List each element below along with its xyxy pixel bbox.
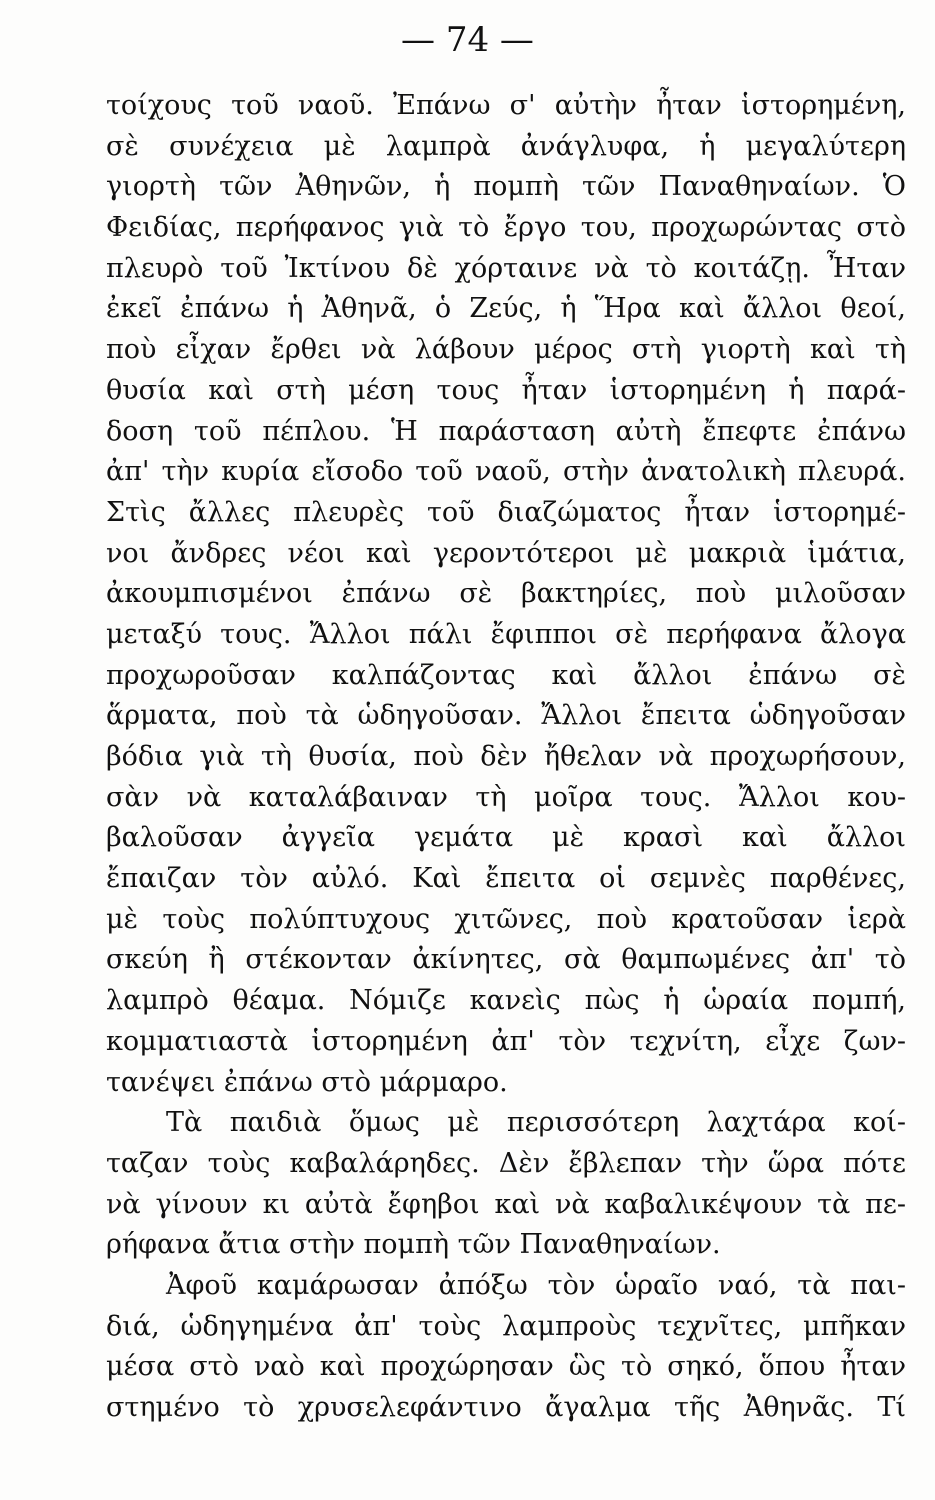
text-line: κομματιαστὰ ἱστορημένη ἀπ' τὸν τεχνίτη, εἶχε ζων-	[106, 1025, 906, 1057]
text-line: νὰ γίνουν κι αὐτὰ ἔφηβοι καὶ νὰ καβαλικέψουν τὰ πε-	[106, 1188, 906, 1220]
text-line: σὲ συνέχεια μὲ λαμπρὰ ἀνάγλυφα, ἡ μεγαλύτερη	[106, 130, 906, 162]
text-line: σκεύη ἢ στέκονταν ἀκίνητες, σὰ θαμπωμένες ἀπ' τὸ	[106, 944, 906, 976]
text-line: ποὺ εἶχαν ἔρθει νὰ λάβουν μέρος στὴ γιορτὴ καὶ τὴ	[106, 334, 906, 366]
text-line: μέσα στὸ ναὸ καὶ προχώρησαν ὣς τὸ σηκό, ὅπου ἦταν	[106, 1351, 906, 1383]
text-line: πλευρὸ τοῦ Ἰκτίνου δὲ χόρταινε νὰ τὸ κοιτάζῃ. Ἦταν	[106, 252, 906, 284]
text-line: ρήφανα ἄτια στὴν πομπὴ τῶν Παναθηναίων.	[106, 1229, 721, 1261]
text-line: βόδια γιὰ τὴ θυσία, ποὺ δὲν ἤθελαν νὰ προχωρήσουν,	[106, 741, 906, 772]
text-line: μεταξύ τους. Ἄλλοι πάλι ἔφιπποι σὲ περήφανα ἄλογα	[106, 618, 906, 650]
text-line: ἀκουμπισμένοι ἐπάνω σὲ βακτηρίες, ποὺ μιλοῦσαν	[106, 578, 906, 610]
body-text	[106, 86, 906, 1429]
text-line: ἅρματα, ποὺ τὰ ὡδηγοῦσαν. Ἄλλοι ἔπειτα ὡδηγοῦσαν	[106, 700, 906, 732]
text-line: γιορτὴ τῶν Ἀθηνῶν, ἡ πομπὴ τῶν Παναθηναίων. Ὁ	[106, 171, 906, 203]
page-number: — 74 —	[401, 20, 534, 60]
text-line: Στὶς ἄλλες πλευρὲς τοῦ διαζώματος ἦταν ἱστορημέ-	[106, 496, 906, 528]
text-line: στημένο τὸ χρυσελεφάντινο ἄγαλμα τῆς Ἀθηνᾶς. Τί	[106, 1392, 906, 1423]
text-line: λαμπρὸ θέαμα. Νόμιζε κανεὶς πὼς ἡ ὡραία πομπή,	[106, 985, 906, 1017]
text-line: θυσία καὶ στὴ μέση τους ἦταν ἱστορημένη ἡ παρά-	[106, 374, 906, 406]
text-line: μὲ τοὺς πολύπτυχους χιτῶνες, ποὺ κρατοῦσαν ἱερὰ	[106, 903, 906, 935]
text-line: Τὰ παιδιὰ ὅμως μὲ περισσότερη λαχτάρα κοί-	[166, 1107, 906, 1139]
text-line: σὰν νὰ καταλάβαιναν τὴ μοῖρα τους. Ἄλλοι κου-	[106, 781, 906, 813]
text-line: ἀπ' τὴν κυρία εἴσοδο τοῦ ναοῦ, στὴν ἀνατολικὴ πλευρά.	[106, 456, 906, 488]
text-line: προχωροῦσαν καλπάζοντας καὶ ἄλλοι ἐπάνω σὲ	[106, 659, 906, 691]
text-line: νοι ἄνδρες νέοι καὶ γεροντότεροι μὲ μακριὰ ἱμάτια,	[106, 537, 906, 569]
text-line: ἔπαιζαν τὸν αὐλό. Καὶ ἔπειτα οἱ σεμνὲς παρθένες,	[106, 863, 906, 895]
text-line: δοση τοῦ πέπλου. Ἡ παράσταση αὐτὴ ἔπεφτε ἐπάνω	[106, 415, 906, 447]
text-line: τοίχους τοῦ ναοῦ. Ἐπάνω σ' αὐτὴν ἦταν ἱστορημένη,	[106, 90, 906, 121]
text-line: βαλοῦσαν ἀγγεῖα γεμάτα μὲ κρασὶ καὶ ἄλλοι	[106, 822, 906, 854]
text-line: ἐκεῖ ἐπάνω ἡ Ἀθηνᾶ, ὁ Ζεύς, ἡ Ἥρα καὶ ἄλλοι θεοί,	[106, 293, 906, 325]
text-line: διά, ὡδηγημένα ἀπ' τοὺς λαμπροὺς τεχνῖτες, μπῆκαν	[106, 1310, 906, 1342]
text-line: ταζαν τοὺς καβαλάρηδες. Δὲν ἔβλεπαν τὴν ὥρα πότε	[106, 1147, 906, 1179]
text-line: Ἀφοῦ καμάρωσαν ἀπόξω τὸν ὡραῖο ναό, τὰ παι-	[166, 1269, 906, 1301]
text-line: τανέψει ἐπάνω στὸ μάρμαρο.	[106, 1066, 508, 1098]
text-line: Φειδίας, περήφανος γιὰ τὸ ἔργο του, προχωρώντας στὸ	[106, 212, 906, 244]
